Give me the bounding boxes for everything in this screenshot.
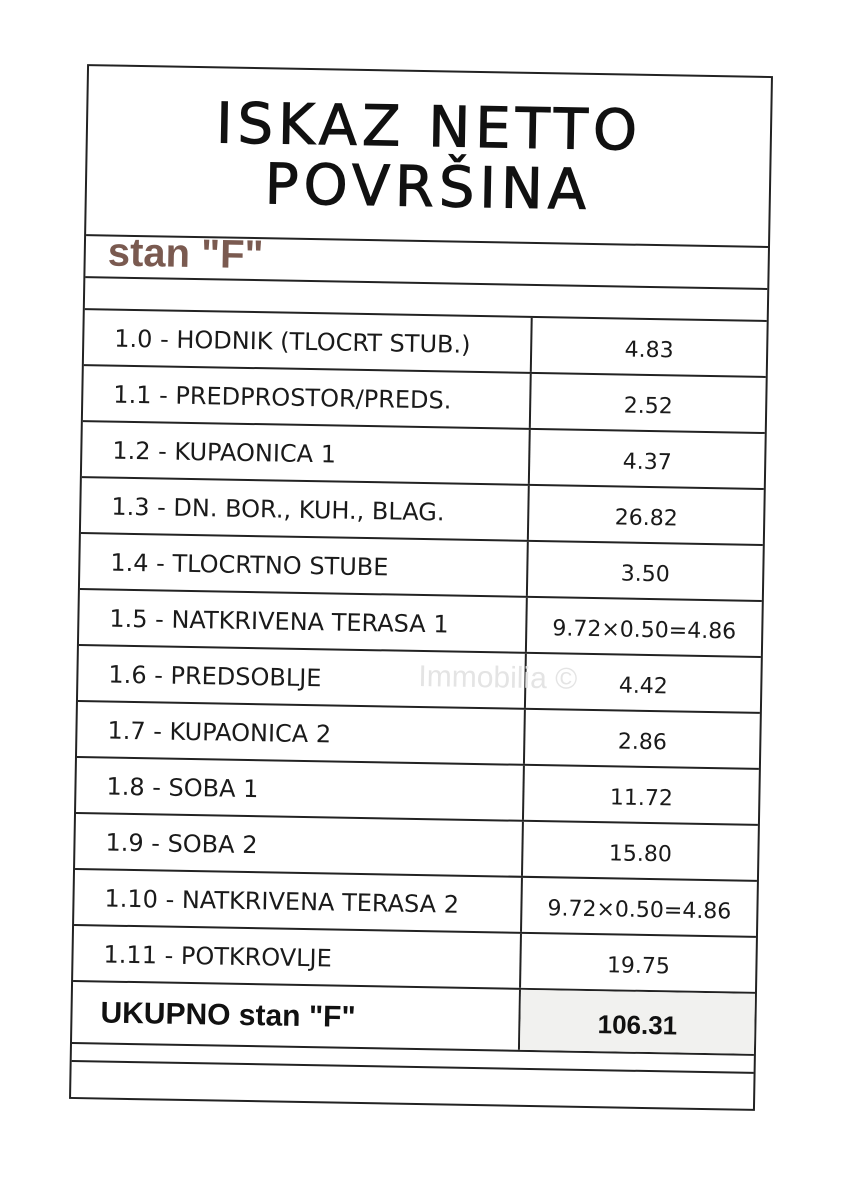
room-area: 4.83	[624, 337, 674, 364]
room-label: 1.3 - DN. BOR., KUH., BLAG.	[81, 478, 530, 540]
room-area: 26.82	[614, 505, 678, 532]
room-label: 1.7 - KUPAONICA 2	[77, 702, 526, 764]
watermark: Immobilia ©	[418, 659, 578, 696]
room-area: 9.72×0.50=4.86	[547, 896, 732, 925]
title-line-2: POVRŠINA	[264, 152, 592, 223]
room-label: 1.1 - PREDPROSTOR/PREDS.	[83, 366, 532, 428]
room-label: 1.8 - SOBA 1	[76, 758, 525, 820]
room-label: 1.0 - HODNIK (TLOCRT STUB.)	[84, 310, 533, 372]
room-area: 4.42	[618, 673, 669, 700]
room-area: 4.37	[622, 449, 672, 476]
room-label: 1.9 - SOBA 2	[75, 814, 524, 876]
room-label: 1.10 - NATKRIVENA TERASA 2	[74, 870, 523, 932]
title-line-1: ISKAZ NETTO	[215, 91, 643, 164]
room-area: 9.72×0.50=4.86	[552, 616, 737, 645]
area-table	[72, 310, 767, 1074]
area-sheet	[69, 64, 773, 1111]
total-area: 106.31	[520, 990, 755, 1054]
room-label: 1.5 - NATKRIVENA TERASA 1	[79, 590, 528, 652]
room-area: 15.80	[608, 841, 673, 868]
room-area: 11.72	[609, 785, 674, 812]
total-label: UKUPNO stan "F"	[72, 982, 521, 1050]
room-label: 1.11 - POTKROVLJE	[73, 926, 522, 988]
room-area: 2.52	[623, 393, 673, 420]
room-area: 19.75	[606, 953, 671, 980]
room-area: 3.50	[620, 561, 670, 588]
room-label: 1.6 - PREDSOBLJE	[78, 646, 527, 708]
room-label: 1.2 - KUPAONICA 1	[82, 422, 531, 484]
apartment-subtitle: stan "F"	[107, 230, 264, 278]
title-block	[86, 66, 771, 248]
room-area: 2.86	[617, 729, 668, 756]
room-label: 1.4 - TLOCRTNO STUBE	[80, 534, 529, 596]
